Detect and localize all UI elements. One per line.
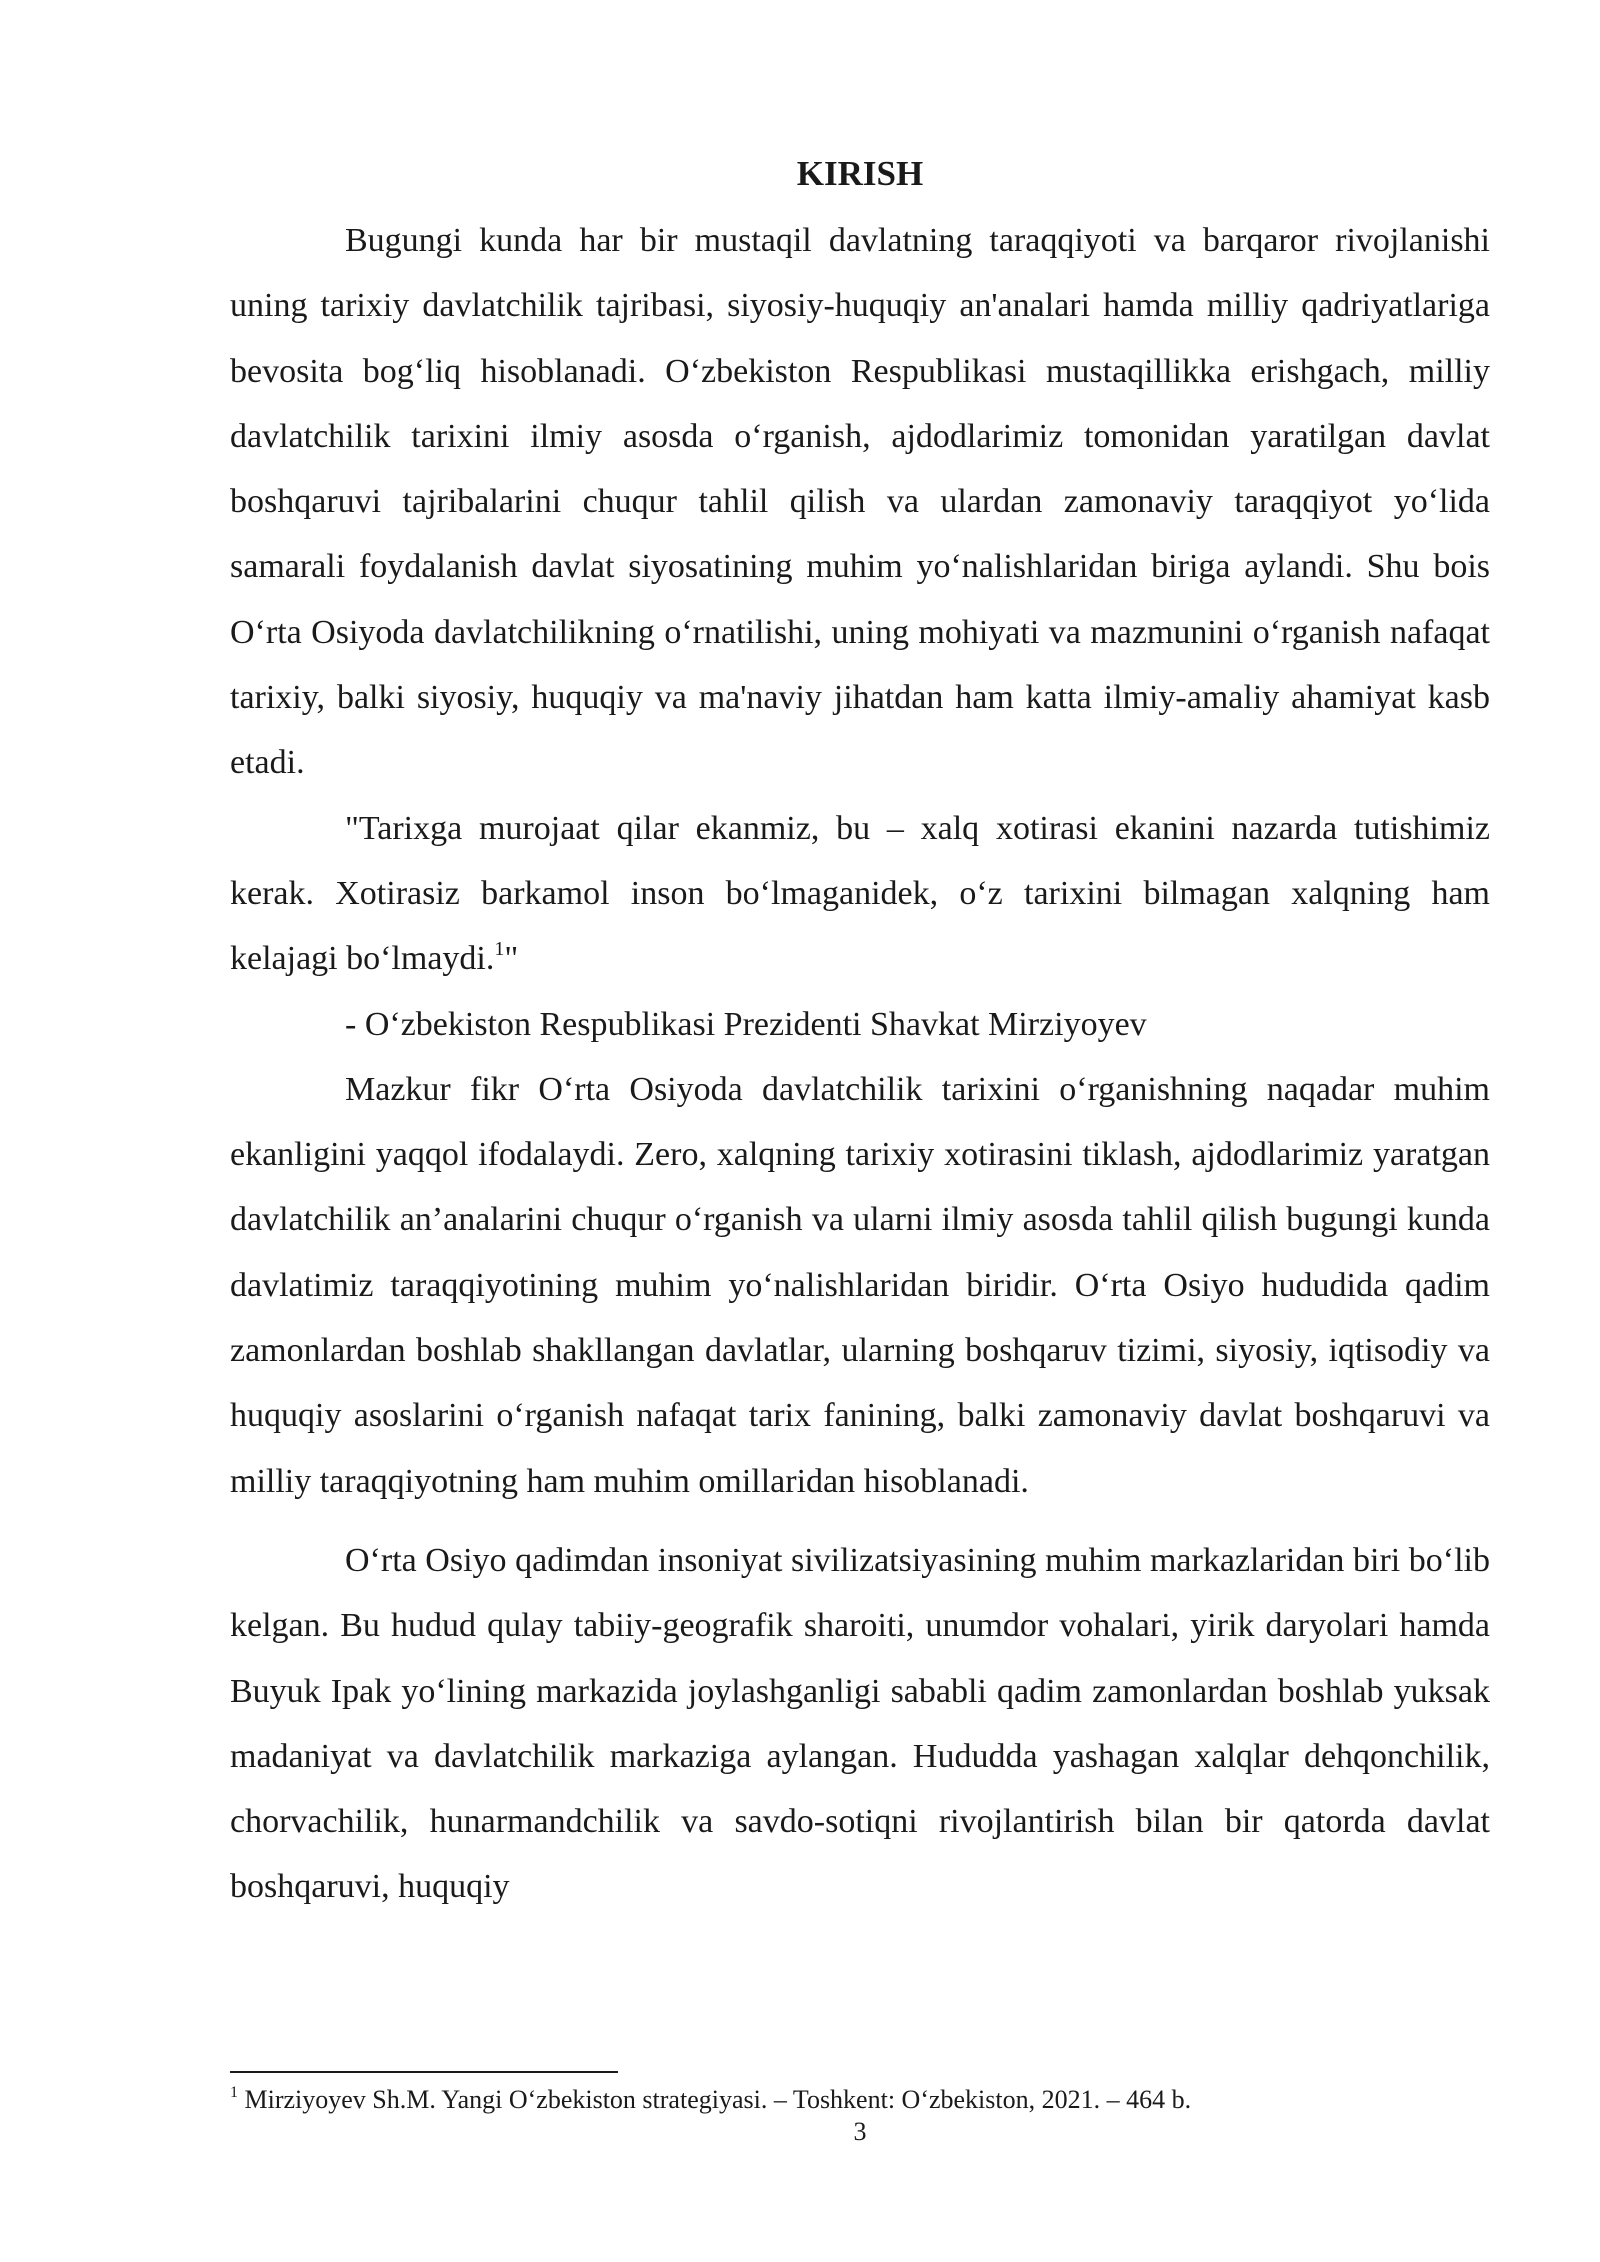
body-paragraph-1: Bugungi kunda har bir mustaqil davlatning taraqqiyoti va barqaror rivojlanishi uning tarixiy davlatchilik tajribasi, siyosiy-huquqiy an'analari hamda milliy qadriyatlariga bevosita bog‘liq hisoblanadi. O‘zbekiston Respublikasi mustaqillikka erishgach, milliy davlatchilik tarixini ilmiy asosda o‘rganish, ajdodlarimiz tomonidan yaratilgan davlat boshqaruvi tajribalarini chuqur tahlil qilish va ulardan zamonaviy taraqqiyot yo‘lida samarali foydalanish davlat siyosatining muhim yo‘nalishlaridan biriga aylandi. Shu bois O‘rta Osiyoda davlatchilikning o‘rnatilishi, uning mohiyati va mazmunini o‘rganish nafaqat tarixiy, balki siyosiy, huquqiy va ma'naviy jihatdan ham katta ilmiy-amaliy ahamiyat kasb etadi. (230, 222, 1490, 782)
page-number: 3 (853, 2117, 867, 2146)
quote-author: - O‘zbekiston Respublikasi Prezidenti Shavkat Mirziyoyev (345, 1005, 1147, 1043)
footnote-number: 1 (230, 2084, 238, 2102)
footnote (230, 2083, 1490, 2117)
body-paragraph-2: Mazkur fikr O‘rta Osiyoda davlatchilik tarixini o‘rganishning naqadar muhim ekanligini yaqqol ifodalaydi. Zero, xalqning tarixiy xotirasini tiklash, ajdodlarimiz yaratgan davlatchilik an’analarini chuqur o‘rganish va ularni ilmiy asosda tahlil qilish bugungi kunda davlatimiz taraqqiyotining muhim yo‘nalishlaridan biridir. O‘rta Osiyo hududida qadim zamonlardan boshlab shakllangan davlatlar, ularning boshqaruv tizimi, siyosiy, iqtisodiy va huquqiy asoslarini o‘rganish nafaqat tarix fanining, balki zamonaviy davlat boshqaruvi va milliy taraqqiyotning ham muhim omillaridan hisoblanadi. (230, 1070, 1490, 1500)
body-paragraph-3: O‘rta Osiyo qadimdan insoniyat sivilizatsiyasining muhim markazlaridan biri bo‘lib kelgan. Bu hudud qulay tabiiy-geografik sharoiti, unumdor vohalari, yirik daryolari hamda Buyuk Ipak yo‘lining markazida joylashganligi sababli qadim zamonlardan boshlab yuksak madaniyat va davlatchilik markaziga aylangan. Hududda yashagan xalqlar dehqonchilik, chorvachilik, hunarmandchilik va savdo-sotiqni rivojlantirish bilan bir qatorda davlat boshqaruvi, huquqiy (230, 1541, 1490, 1906)
footnote-separator (230, 2071, 618, 2073)
footnote-text: Mirziyoyev Sh.M. Yangi O‘zbekiston strategiyasi. – Toshkent: O‘zbekiston, 2021. – 464 b. (238, 2085, 1192, 2114)
section-title: KIRISH (796, 154, 924, 193)
quote-text: "Tarixga murojaat qilar ekanmiz, bu – xalq xotirasi ekanini nazarda tutishimiz kerak. Xotirasiz barkamol inson bo‘lmaganidek, o‘z tarixini bilmagan xalqning ham kelajagi bo‘lmaydi. (230, 809, 1490, 978)
quote-closing-mark: " (504, 940, 519, 978)
footnote-reference[interactable]: 1 (494, 937, 505, 960)
quote-paragraph (230, 796, 1490, 992)
document-body (230, 208, 1490, 1920)
